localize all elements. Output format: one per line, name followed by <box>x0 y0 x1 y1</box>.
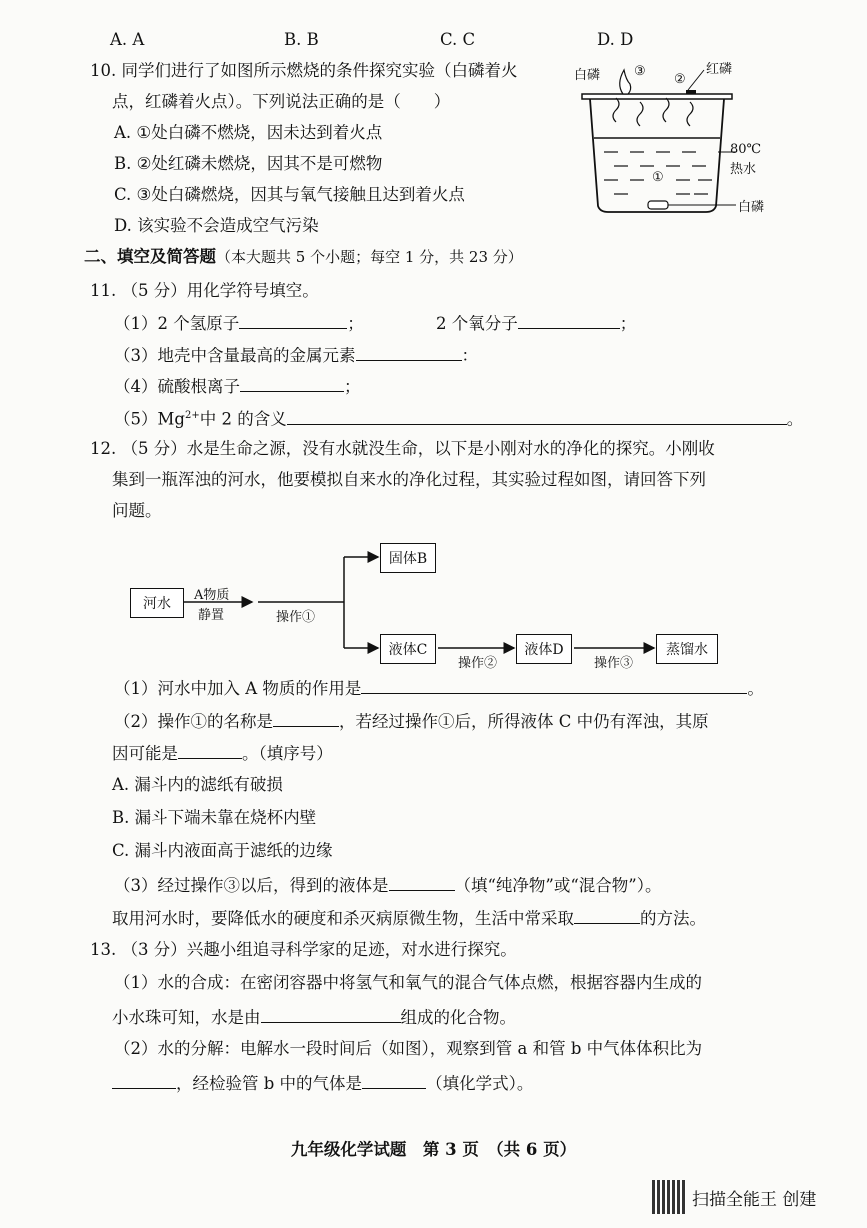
q12-sub3b: （填“纯净物”或“混合物”）。 <box>454 876 662 895</box>
answer-blank[interactable] <box>518 310 620 329</box>
q10-option-d: D. 该实验不会造成空气污染 <box>114 216 319 235</box>
section-note: （本大题共 5 个小题；每空 1 分，共 23 分） <box>216 248 523 266</box>
q12-line1: 12. （5 分）水是生命之源，没有水就没生命，以下是小刚对水的净化的探究。小刚收 <box>90 439 715 458</box>
q13-sub1a: （1）水的合成：在密闭容器中将氢气和氧气的混合气体点燃，根据容器内生成的 <box>114 973 702 992</box>
combustion-apparatus-figure <box>568 56 768 216</box>
q10-option-a: A. ①处白磷不燃烧，因未达到着火点 <box>114 123 383 142</box>
q12-sub2 <box>114 708 709 734</box>
page-footer: 九年级化学试题 第 3 页 （共 6 页） <box>290 1140 577 1159</box>
q13-sub2-cont <box>112 1070 533 1096</box>
q12-option-c: C. 漏斗内液面高于滤纸的边缘 <box>112 841 333 860</box>
label-white-phosphorus-bottom: 白磷 <box>738 200 765 215</box>
box-label: 蒸馏水 <box>666 642 708 658</box>
q12-sub3d: 的方法。 <box>640 909 706 928</box>
label-op3: 操作③ <box>594 656 634 671</box>
q10-line2: 点，红磷着火点）。下列说法正确的是（ ） <box>112 92 451 111</box>
box-liquid-c <box>380 634 436 664</box>
q11-item5-suffix: 中 2 的含义 <box>199 409 287 429</box>
q12-sub3-cont <box>112 905 706 931</box>
q12-sub3a: （3）经过操作③以后，得到的液体是 <box>114 876 389 895</box>
answer-blank[interactable] <box>287 406 787 425</box>
q11-title: 11. （5 分）用化学符号填空。 <box>90 281 319 300</box>
q11-item5-prefix: （5）Mg <box>114 409 185 429</box>
label-settle: 静置 <box>198 608 225 623</box>
answer-blank[interactable] <box>178 740 242 759</box>
q11-item3-label: （3）地壳中含量最高的金属元素 <box>114 346 356 365</box>
q11-item1b <box>436 310 636 336</box>
q12-sub1-label: （1）河水中加入 A 物质的作用是 <box>114 679 362 698</box>
q11-item1 <box>114 310 364 336</box>
answer-blank[interactable] <box>240 373 344 392</box>
option-b: B. B <box>284 30 319 49</box>
box-label: 河水 <box>143 596 171 612</box>
punct: ； <box>619 314 637 333</box>
q11-item3 <box>114 342 478 368</box>
answer-blank[interactable] <box>273 708 339 727</box>
label-a-substance: A物质 <box>194 588 230 603</box>
q12-line3: 问题。 <box>112 501 162 520</box>
label-hot-water: 热水 <box>730 162 757 177</box>
label-2: ② <box>674 72 686 87</box>
q13-title: 13. （3 分）兴趣小组追寻科学家的足迹，对水进行探究。 <box>90 940 517 959</box>
q12-option-b: B. 漏斗下端未靠在烧杯内壁 <box>112 808 317 827</box>
label-1: ① <box>652 170 664 185</box>
q11-item1a-label: （1）2 个氢原子 <box>114 314 240 333</box>
q11-item4 <box>114 373 361 399</box>
q12-sub2c: 因可能是 <box>112 744 178 763</box>
box-label: 液体C <box>388 642 428 658</box>
answer-blank[interactable] <box>362 1070 426 1089</box>
q12-line2: 集到一瓶浑浊的河水，他要模拟自来水的净化过程，其实验过程如图，请回答下列 <box>112 470 706 489</box>
punct: ； <box>344 377 361 396</box>
q11-item5-sup: 2+ <box>184 410 200 421</box>
answer-blank[interactable] <box>261 1004 401 1023</box>
q13-sub1-cont <box>112 1004 516 1030</box>
q13-sub2c: （填化学式）。 <box>426 1074 534 1093</box>
punct: ； <box>347 314 364 333</box>
section-heading <box>84 245 523 269</box>
label-op1: 操作① <box>276 610 316 625</box>
q13-sub1b: 小水珠可知，水是由 <box>112 1008 261 1027</box>
section-title: 二、填空及简答题 <box>84 247 216 266</box>
q10-line1: 10. 同学们进行了如图所示燃烧的条件探究实验（白磷着火 <box>90 61 518 80</box>
q11-item4-label: （4）硫酸根离子 <box>114 377 240 396</box>
q13-sub1c: 组成的化合物。 <box>400 1008 516 1027</box>
option-a: A. A <box>110 30 145 49</box>
box-liquid-d <box>516 634 572 664</box>
q12-sub2a: （2）操作①的名称是 <box>114 712 273 731</box>
label-3: ③ <box>634 64 646 79</box>
box-label: 固体B <box>388 551 428 567</box>
q12-sub1 <box>114 675 764 701</box>
q12-option-a: A. 漏斗内的滤纸有破损 <box>112 775 283 794</box>
box-distilled-water <box>656 634 718 664</box>
box-label: 液体D <box>524 642 564 658</box>
q12-sub2b: ，若经过操作①后，所得液体 C 中仍有浑浊，其原 <box>339 712 709 731</box>
q13-sub2b: ，经检验管 b 中的气体是 <box>176 1074 363 1093</box>
answer-blank[interactable] <box>361 675 747 694</box>
scanner-watermark <box>652 1180 816 1214</box>
q11-item1b-label: 2 个氧分子 <box>436 314 518 333</box>
answer-blank[interactable] <box>112 1070 176 1089</box>
watermark-text: 扫描全能王 创建 <box>692 1189 817 1210</box>
q12-sub3 <box>114 872 662 898</box>
q12-sub2d: 。（填序号） <box>242 744 333 763</box>
label-op2: 操作② <box>458 656 498 671</box>
box-solid-b <box>380 543 436 573</box>
label-red-phosphorus: 红磷 <box>706 62 733 77</box>
punct: 。 <box>786 409 804 429</box>
punct: 。 <box>747 679 764 698</box>
q11-item5 <box>114 404 803 432</box>
answer-blank[interactable] <box>239 310 347 329</box>
q12-sub2-cont <box>112 740 333 766</box>
q13-sub2a: （2）水的分解：电解水一段时间后（如图），观察到管 a 和管 b 中气体体积比为 <box>114 1039 703 1058</box>
option-c: C. C <box>440 30 476 49</box>
q12-sub3c: 取用河水时，要降低水的硬度和杀灭病原微生物，生活中常采取 <box>112 909 574 928</box>
punct: ： <box>461 346 478 365</box>
label-temperature: 80℃ <box>730 142 762 157</box>
box-river-water <box>130 588 184 618</box>
answer-blank[interactable] <box>389 872 455 891</box>
qr-code-icon <box>652 1180 686 1214</box>
q10-option-b: B. ②处红磷未燃烧，因其不是可燃物 <box>114 154 383 173</box>
label-white-phosphorus-top: 白磷 <box>574 68 601 83</box>
answer-blank[interactable] <box>356 342 462 361</box>
option-d: D. D <box>597 30 634 49</box>
answer-blank[interactable] <box>574 905 640 924</box>
q10-option-c: C. ③处白磷燃烧，因其与氧气接触且达到着火点 <box>114 185 465 204</box>
